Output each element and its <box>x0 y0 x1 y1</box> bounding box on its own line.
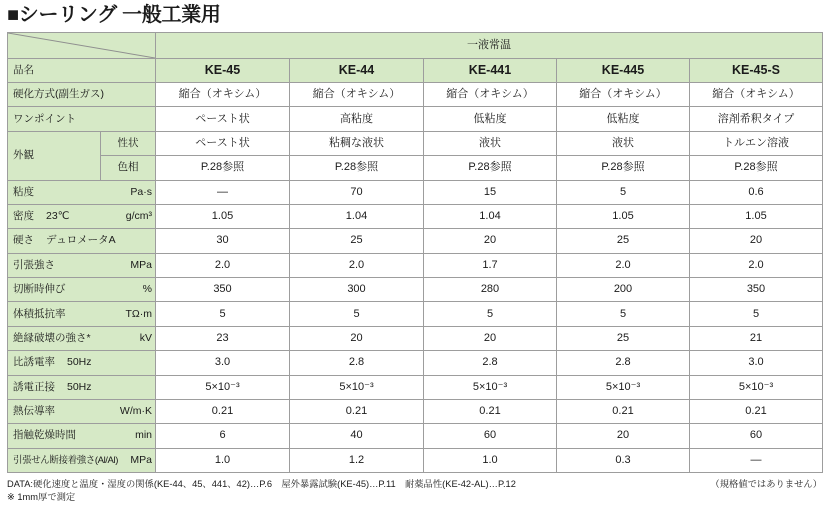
value-ke-45-s: 2.0 <box>690 253 823 277</box>
value-ke-45: ペースト状 <box>156 131 290 155</box>
label-unit: % <box>142 283 152 296</box>
value-ke-441: 15 <box>424 180 557 204</box>
label-name: 硬さ <box>13 234 34 247</box>
row-thermal-conductivity <box>8 399 823 423</box>
label-name: 切断時伸び <box>13 283 66 296</box>
value-ke-45: ペースト状 <box>156 107 290 131</box>
value-ke-45: 1.05 <box>156 204 290 228</box>
value-ke-45-s: トルエン溶液 <box>690 131 823 155</box>
product-ke-445: KE-445 <box>557 59 690 83</box>
value-ke-44: 40 <box>290 424 424 448</box>
value-ke-44: 70 <box>290 180 424 204</box>
label-density <box>8 204 156 228</box>
label-unit: kV <box>139 331 152 344</box>
value-ke-45-s: 0.21 <box>690 399 823 423</box>
label-volume-resistivity <box>8 302 156 326</box>
row-appearance-color <box>8 156 823 180</box>
disclaimer-note: （規格値ではありません） <box>710 479 822 489</box>
label-condition: 50Hz <box>67 380 92 393</box>
product-ke-44: KE-44 <box>290 59 424 83</box>
value-ke-44: 高粘度 <box>290 107 424 131</box>
value-ke-441: 低粘度 <box>424 107 557 131</box>
group-header: 一液常温 <box>156 33 823 59</box>
value-ke-44: 2.8 <box>290 351 424 375</box>
value-ke-441: 20 <box>424 326 557 350</box>
row-volume-resistivity <box>8 302 823 326</box>
value-ke-45: 2.0 <box>156 253 290 277</box>
label-condition: デュロメータA <box>46 234 116 247</box>
label-dielectric-strength <box>8 326 156 350</box>
value-ke-44: 縮合（オキシム） <box>290 83 424 107</box>
value-ke-441: 1.04 <box>424 204 557 228</box>
value-ke-44: 5×10⁻³ <box>290 375 424 399</box>
product-ke-441: KE-441 <box>424 59 557 83</box>
value-ke-44: 20 <box>290 326 424 350</box>
value-ke-44: 300 <box>290 278 424 302</box>
row-dielectric-strength <box>8 326 823 350</box>
value-ke-45-s: 3.0 <box>690 351 823 375</box>
value-ke-44: 25 <box>290 229 424 253</box>
label-one-point <box>8 107 156 131</box>
label-thermal-conductivity <box>8 399 156 423</box>
value-ke-44: 粘稠な液状 <box>290 131 424 155</box>
label-name: 密度 <box>13 210 34 223</box>
value-ke-45: P.28参照 <box>156 156 290 180</box>
value-ke-45: 6 <box>156 424 290 448</box>
label-name: 比誘電率 <box>13 356 55 369</box>
label-unit: MPa <box>130 453 152 466</box>
value-ke-445: 0.21 <box>557 399 690 423</box>
value-ke-45-s: 20 <box>690 229 823 253</box>
value-ke-45-s: 5 <box>690 302 823 326</box>
row-tensile-strength <box>8 253 823 277</box>
product-ke-45: KE-45 <box>156 59 290 83</box>
value-ke-45-s: 350 <box>690 278 823 302</box>
value-ke-45-s: 21 <box>690 326 823 350</box>
value-ke-445: 5 <box>557 180 690 204</box>
value-ke-45-s: 5×10⁻³ <box>690 375 823 399</box>
value-ke-441: 60 <box>424 424 557 448</box>
label-name: ワンポイント <box>13 112 76 125</box>
header-row-products <box>8 59 823 83</box>
row-dielectric-constant <box>8 351 823 375</box>
value-ke-445: 縮合（オキシム） <box>557 83 690 107</box>
corner-cell <box>8 33 156 59</box>
value-ke-441: 0.21 <box>424 399 557 423</box>
value-ke-44: 5 <box>290 302 424 326</box>
label-elongation <box>8 278 156 302</box>
label-unit: min <box>135 429 152 442</box>
label-name: 指触乾燥時間 <box>13 429 76 442</box>
row-curing-method <box>8 83 823 107</box>
value-ke-445: P.28参照 <box>557 156 690 180</box>
label-hardness <box>8 229 156 253</box>
value-ke-441: 280 <box>424 278 557 302</box>
label-appearance-color: 色相 <box>101 156 156 180</box>
value-ke-445: 5×10⁻³ <box>557 375 690 399</box>
spec-table <box>7 32 823 473</box>
value-ke-45-s: 1.05 <box>690 204 823 228</box>
row-dissipation-factor <box>8 375 823 399</box>
value-ke-44: 0.21 <box>290 399 424 423</box>
value-ke-445: 2.0 <box>557 253 690 277</box>
label-appearance-state: 性状 <box>101 131 156 155</box>
diagonal-line <box>8 33 155 58</box>
value-ke-45: — <box>156 180 290 204</box>
row-viscosity <box>8 180 823 204</box>
row-appearance-state <box>8 131 823 155</box>
data-reference-note: DATA:硬化速度と温度・湿度の関係(KE-44、45、441、42)…P.6 屋外暴露試験(KE-45)…P.11 耐薬品性(KE-42-AL)…P.12 <box>7 479 516 489</box>
value-ke-44: 1.2 <box>290 448 424 472</box>
label-viscosity <box>8 180 156 204</box>
label-name: 引張せん断接着強さ(Al/Al) <box>13 454 118 466</box>
value-ke-441: 5×10⁻³ <box>424 375 557 399</box>
value-ke-441: 1.7 <box>424 253 557 277</box>
label-name: 体積抵抗率 <box>13 307 66 320</box>
value-ke-441: P.28参照 <box>424 156 557 180</box>
row-tack-free-time <box>8 424 823 448</box>
label-unit: Pa·s <box>130 185 152 198</box>
row-one-point <box>8 107 823 131</box>
value-ke-445: 2.8 <box>557 351 690 375</box>
label-name: 硬化方式(副生ガス) <box>13 88 104 101</box>
label-unit: MPa <box>130 258 152 271</box>
label-lap-shear-strength <box>8 448 156 472</box>
label-condition: 23℃ <box>46 210 70 223</box>
label-name: 粘度 <box>13 185 34 198</box>
label-tensile-strength <box>8 253 156 277</box>
product-ke-45-s: KE-45-S <box>690 59 823 83</box>
value-ke-44: 2.0 <box>290 253 424 277</box>
value-ke-45-s: 60 <box>690 424 823 448</box>
label-condition: 50Hz <box>67 356 92 369</box>
row-density <box>8 204 823 228</box>
value-ke-45: 5 <box>156 302 290 326</box>
label-unit: TΩ·m <box>125 307 152 320</box>
value-ke-445: 0.3 <box>557 448 690 472</box>
value-ke-45-s: P.28参照 <box>690 156 823 180</box>
label-name: 引張強さ <box>13 258 55 271</box>
value-ke-45: 30 <box>156 229 290 253</box>
label-appearance: 外観 <box>8 131 101 180</box>
row-hardness <box>8 229 823 253</box>
value-ke-44: 1.04 <box>290 204 424 228</box>
value-ke-45: 0.21 <box>156 399 290 423</box>
value-ke-441: 2.8 <box>424 351 557 375</box>
value-ke-45-s: 溶剤希釈タイプ <box>690 107 823 131</box>
value-ke-44: P.28参照 <box>290 156 424 180</box>
value-ke-45: 3.0 <box>156 351 290 375</box>
label-name: 熱伝導率 <box>13 405 55 418</box>
value-ke-45: 23 <box>156 326 290 350</box>
value-ke-441: 5 <box>424 302 557 326</box>
row-lap-shear-strength <box>8 448 823 472</box>
value-ke-45-s: 縮合（オキシム） <box>690 83 823 107</box>
value-ke-45-s: 0.6 <box>690 180 823 204</box>
label-tack-free-time <box>8 424 156 448</box>
value-ke-45-s: — <box>690 448 823 472</box>
value-ke-441: 縮合（オキシム） <box>424 83 557 107</box>
product-label: 品名 <box>8 59 156 83</box>
value-ke-445: 25 <box>557 326 690 350</box>
value-ke-445: 1.05 <box>557 204 690 228</box>
value-ke-445: 200 <box>557 278 690 302</box>
value-ke-45: 1.0 <box>156 448 290 472</box>
label-unit: W/m·K <box>119 405 152 418</box>
row-elongation <box>8 278 823 302</box>
value-ke-45: 縮合（オキシム） <box>156 83 290 107</box>
value-ke-445: 低粘度 <box>557 107 690 131</box>
value-ke-445: 25 <box>557 229 690 253</box>
value-ke-45: 5×10⁻³ <box>156 375 290 399</box>
page-title: ■シーリング 一般工業用 <box>7 4 221 26</box>
header-row-group <box>8 33 823 59</box>
value-ke-445: 液状 <box>557 131 690 155</box>
label-dissipation-factor <box>8 375 156 399</box>
value-ke-445: 5 <box>557 302 690 326</box>
value-ke-45: 350 <box>156 278 290 302</box>
value-ke-445: 20 <box>557 424 690 448</box>
value-ke-441: 1.0 <box>424 448 557 472</box>
label-dielectric-constant <box>8 351 156 375</box>
value-ke-441: 20 <box>424 229 557 253</box>
footnote: ※ 1mm厚で測定 <box>7 492 76 502</box>
label-unit: g/cm³ <box>125 210 152 223</box>
label-name: 絶縁破壊の強さ* <box>13 331 91 344</box>
value-ke-441: 液状 <box>424 131 557 155</box>
label-name: 誘電正接 <box>13 380 55 393</box>
label-curing-method <box>8 83 156 107</box>
